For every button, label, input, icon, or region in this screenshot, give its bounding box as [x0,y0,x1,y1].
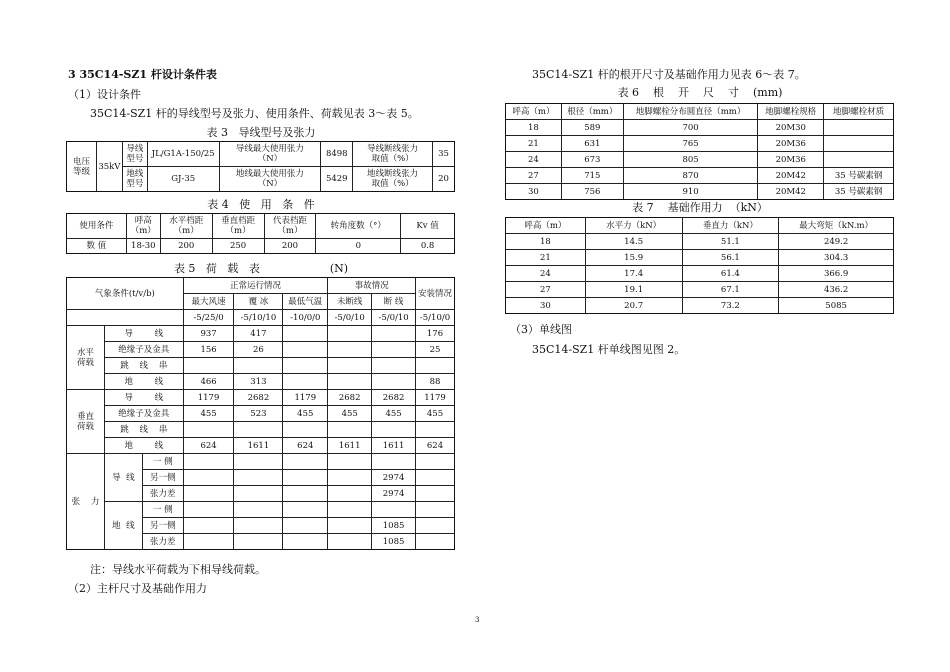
load-value [372,358,416,374]
tension-row-name: 一 侧 [142,502,183,518]
table4-cell: 数 值 [67,239,127,254]
condition-value: -5/10/0 [416,310,455,326]
t6-cell [824,120,894,136]
t7-cell: 14.5 [585,234,682,250]
t7-cell: 5085 [779,298,894,314]
paragraph-single-line: 35C14-SZ1 杆单线图见图 2。 [532,343,686,356]
load-value: 1611 [234,438,283,454]
load-row-name: 绝缘子及金具 [104,406,183,422]
t7-cell: 249.2 [779,234,894,250]
t7-cell: 56.1 [682,250,779,266]
tension-value [283,454,328,470]
load-value [283,358,328,374]
tension-value [416,470,455,486]
ground-type-label: 地线 型号 [122,167,147,192]
load-value [283,374,328,390]
conductor-tension: 8498 [321,142,353,167]
load-value: 176 [416,326,455,342]
conductor-type-label: 导线 型号 [122,142,147,167]
table7-foundation [505,217,894,314]
t7-header: 呼高（m） [506,218,586,234]
load-value: 1179 [183,390,234,406]
t7-cell: 20.7 [585,298,682,314]
t6-cell: 910 [623,184,758,200]
subsection-design-conditions: （1）设计条件 [68,88,141,101]
t6-cell: 20M36 [758,152,824,168]
table-row [506,136,894,152]
load-value: 624 [416,438,455,454]
t7-cell: 18 [506,234,586,250]
table4-header: 呼高 （m） [126,214,160,239]
load-value: 937 [183,326,234,342]
load-value [183,422,234,438]
load-row-name: 跳 线 串 [104,422,183,438]
table4-header: 水平档距 （m） [160,214,212,239]
table6-caption: 表 6 根 开 尺 寸 (mm) [617,86,783,99]
tension-value [234,486,283,502]
load-value [283,342,328,358]
load-value: 455 [372,406,416,422]
t6-header: 呼高（m） [506,104,562,120]
table4-cell: 200 [160,239,212,254]
t6-cell: 20M30 [758,120,824,136]
t7-cell: 73.2 [682,298,779,314]
t6-header: 地脚螺栓材质 [824,104,894,120]
load-value: 455 [183,406,234,422]
accident-label: 事故情况 [328,278,416,294]
voltage-value: 35kV [96,142,122,192]
t6-cell: 21 [506,136,562,152]
section-title: 3 35C14-SZ1 杆设计条件表 [68,68,217,81]
load-value: 1179 [283,390,328,406]
table-row [506,168,894,184]
condition-name: 覆 冰 [234,294,283,310]
t7-cell: 304.3 [779,250,894,266]
voltage-label: 电压 等级 [67,142,97,192]
condition-name: 最大风速 [183,294,234,310]
table4-cell: 18-30 [126,239,160,254]
load-value: 455 [328,406,372,422]
table4-cell: 0.8 [401,239,455,254]
t6-cell: 24 [506,152,562,168]
load-value [183,358,234,374]
tension-row-name: 张力差 [142,534,183,550]
t6-cell: 27 [506,168,562,184]
tension-group-label: 地 线 [104,502,142,550]
table4-caption: 表 4 使 用 条 件 [207,198,315,211]
condition-value: -5/0/10 [328,310,372,326]
t7-cell: 51.1 [682,234,779,250]
tension-value [183,518,234,534]
tension-value [234,470,283,486]
t7-cell: 61.4 [682,266,779,282]
load-row-name: 地 线 [104,438,183,454]
t6-header: 根径（mm） [561,104,623,120]
table4-header: Kv 值 [401,214,455,239]
load-row-name: 地 线 [104,374,183,390]
paragraph-root-dimensions: 35C14-SZ1 杆的根开尺寸及基础作用力见表 6～表 7。 [532,68,806,81]
tension-value [183,502,234,518]
tension-value [416,454,455,470]
conductor-tension-label: 导线最大使用张力 （N） [219,142,321,167]
t6-header: 地脚螺栓分布圆直径（mm） [623,104,758,120]
tension-value [328,486,372,502]
t7-cell: 27 [506,282,586,298]
load-value: 417 [234,326,283,342]
tension-value [416,518,455,534]
t6-cell: 805 [623,152,758,168]
ground-tension: 5429 [321,167,353,192]
tension-value [283,470,328,486]
t7-cell: 67.1 [682,282,779,298]
load-value [372,374,416,390]
tension-value [372,502,416,518]
table-row [506,234,894,250]
t6-header: 地脚螺栓规格 [758,104,824,120]
horizontal-load-label: 水平 荷载 [67,326,105,390]
t7-cell: 30 [506,298,586,314]
t6-cell: 35 号碳素钢 [824,168,894,184]
conductor-type: JL/G1A-150/25 [147,142,219,167]
t6-cell: 18 [506,120,562,136]
t6-cell: 35 号碳素钢 [824,184,894,200]
t7-cell: 19.1 [585,282,682,298]
tension-value [283,534,328,550]
t6-cell: 631 [561,136,623,152]
tension-row-name: 张力差 [142,486,183,502]
ground-tension-label: 地线最大使用张力 （N） [219,167,321,192]
load-value [328,358,372,374]
tension-label: 张 力 [67,454,105,550]
table3-caption: 表 3 导线型号及张力 [206,126,316,139]
load-value: 2682 [328,390,372,406]
load-value [372,422,416,438]
load-row-name: 导 线 [104,326,183,342]
paragraph-design-conditions: 35C14-SZ1 杆的导线型号及张力、使用条件、荷载见表 3～表 5。 [90,107,419,120]
load-row-name: 绝缘子及金具 [104,342,183,358]
load-value: 1611 [372,438,416,454]
tension-row-name: 另一侧 [142,518,183,534]
table6-root [505,103,894,200]
t7-header: 水平力（kN） [585,218,682,234]
t6-cell: 715 [561,168,623,184]
table4-header: 使用条件 [67,214,127,239]
ground-break: 20 [433,167,455,192]
load-value: 1179 [416,390,455,406]
tension-value [234,534,283,550]
table7-caption: 表 7 基础作用力 （kN） [632,201,768,214]
load-value [416,422,455,438]
load-value: 88 [416,374,455,390]
ground-type: GJ-35 [147,167,219,192]
tension-value [283,502,328,518]
tension-row-name: 另一侧 [142,470,183,486]
tension-value [283,486,328,502]
tension-value [283,518,328,534]
load-value: 26 [234,342,283,358]
load-value: 2682 [234,390,283,406]
load-value [416,358,455,374]
load-value: 2682 [372,390,416,406]
table-row [506,152,894,168]
load-value: 25 [416,342,455,358]
table-row [506,266,894,282]
t6-cell: 765 [623,136,758,152]
tension-value [328,534,372,550]
table4-cell: 0 [316,239,401,254]
tension-value [183,454,234,470]
tension-value [372,454,416,470]
table4-cell: 250 [212,239,264,254]
load-value [328,326,372,342]
subsection-dimensions: （2）主杆尺寸及基础作用力 [68,582,207,595]
load-value: 624 [283,438,328,454]
normal-operation-label: 正常运行情况 [183,278,328,294]
table4-header: 代表档距 （m） [264,214,316,239]
t6-cell: 589 [561,120,623,136]
t7-cell: 436.2 [779,282,894,298]
load-row-name: 导 线 [104,390,183,406]
tension-value: 2974 [372,486,416,502]
t7-cell: 17.4 [585,266,682,282]
condition-name: 最低气温 [283,294,328,310]
t7-cell: 24 [506,266,586,282]
load-value [328,342,372,358]
installation-label: 安装情况 [416,278,455,310]
conductor-break-label: 导线断线张力 取值（%） [353,142,433,167]
tension-value [234,502,283,518]
tension-value [234,454,283,470]
ground-break-label: 地线断线张力 取值（%） [353,167,433,192]
tension-value [328,454,372,470]
tension-value [183,534,234,550]
table5-caption: 表 5 荷 载 表 (N) [173,262,349,275]
tension-row-name: 一 侧 [142,454,183,470]
table4-usage [66,213,455,254]
tension-value [328,502,372,518]
t6-cell [824,152,894,168]
page-number: 3 [475,616,480,624]
weather-conditions-label: 气象条件(t/v/b) [67,278,184,310]
tension-value [234,518,283,534]
load-value: 455 [416,406,455,422]
load-value: 455 [283,406,328,422]
t6-cell: 20M36 [758,136,824,152]
load-value: 466 [183,374,234,390]
vertical-load-label: 垂直 荷载 [67,390,105,454]
t6-cell: 673 [561,152,623,168]
condition-name: 未断线 [328,294,372,310]
load-value [234,358,283,374]
condition-value: -10/0/0 [283,310,328,326]
subsection-single-line: （3）单线图 [510,323,572,336]
t7-cell: 366.9 [779,266,894,282]
tension-value [416,534,455,550]
table-row [506,184,894,200]
load-value [328,374,372,390]
table-row [506,282,894,298]
t7-cell: 21 [506,250,586,266]
condition-name: 断 线 [372,294,416,310]
t6-cell: 700 [623,120,758,136]
tension-value: 2974 [372,470,416,486]
t6-cell: 20M42 [758,168,824,184]
t6-cell: 30 [506,184,562,200]
t7-cell: 15.9 [585,250,682,266]
t7-header: 垂直力（kN） [682,218,779,234]
table-row [506,298,894,314]
load-value [283,422,328,438]
t7-header: 最大弯矩（kN.m） [779,218,894,234]
tension-value [328,470,372,486]
condition-value: -5/10/10 [234,310,283,326]
tension-value [328,518,372,534]
tension-value [416,486,455,502]
tension-value [416,502,455,518]
table4-cell: 200 [264,239,316,254]
load-value: 156 [183,342,234,358]
tension-value [183,470,234,486]
table3-conductor [66,141,455,192]
t6-cell [824,136,894,152]
tension-value [183,486,234,502]
condition-value: -5/0/10 [372,310,416,326]
table4-header: 垂直档距 （m） [212,214,264,239]
load-value [234,422,283,438]
load-value: 624 [183,438,234,454]
table-row [506,120,894,136]
load-value: 523 [234,406,283,422]
t6-cell: 756 [561,184,623,200]
load-value: 313 [234,374,283,390]
load-row-name: 跳 线 串 [104,358,183,374]
load-value: 1611 [328,438,372,454]
note: 注：导线水平荷载为下相导线荷载。 [90,563,266,576]
condition-value: -5/25/0 [183,310,234,326]
tension-group-label: 导 线 [104,454,142,502]
conductor-break: 35 [433,142,455,167]
load-value [372,326,416,342]
load-value [372,342,416,358]
t6-cell: 870 [623,168,758,184]
tension-value: 1085 [372,534,416,550]
load-value [328,422,372,438]
load-value [283,326,328,342]
table-row [506,250,894,266]
table5-loads [66,277,455,550]
t6-cell: 20M42 [758,184,824,200]
table4-header: 转角度数（°） [316,214,401,239]
tension-value: 1085 [372,518,416,534]
